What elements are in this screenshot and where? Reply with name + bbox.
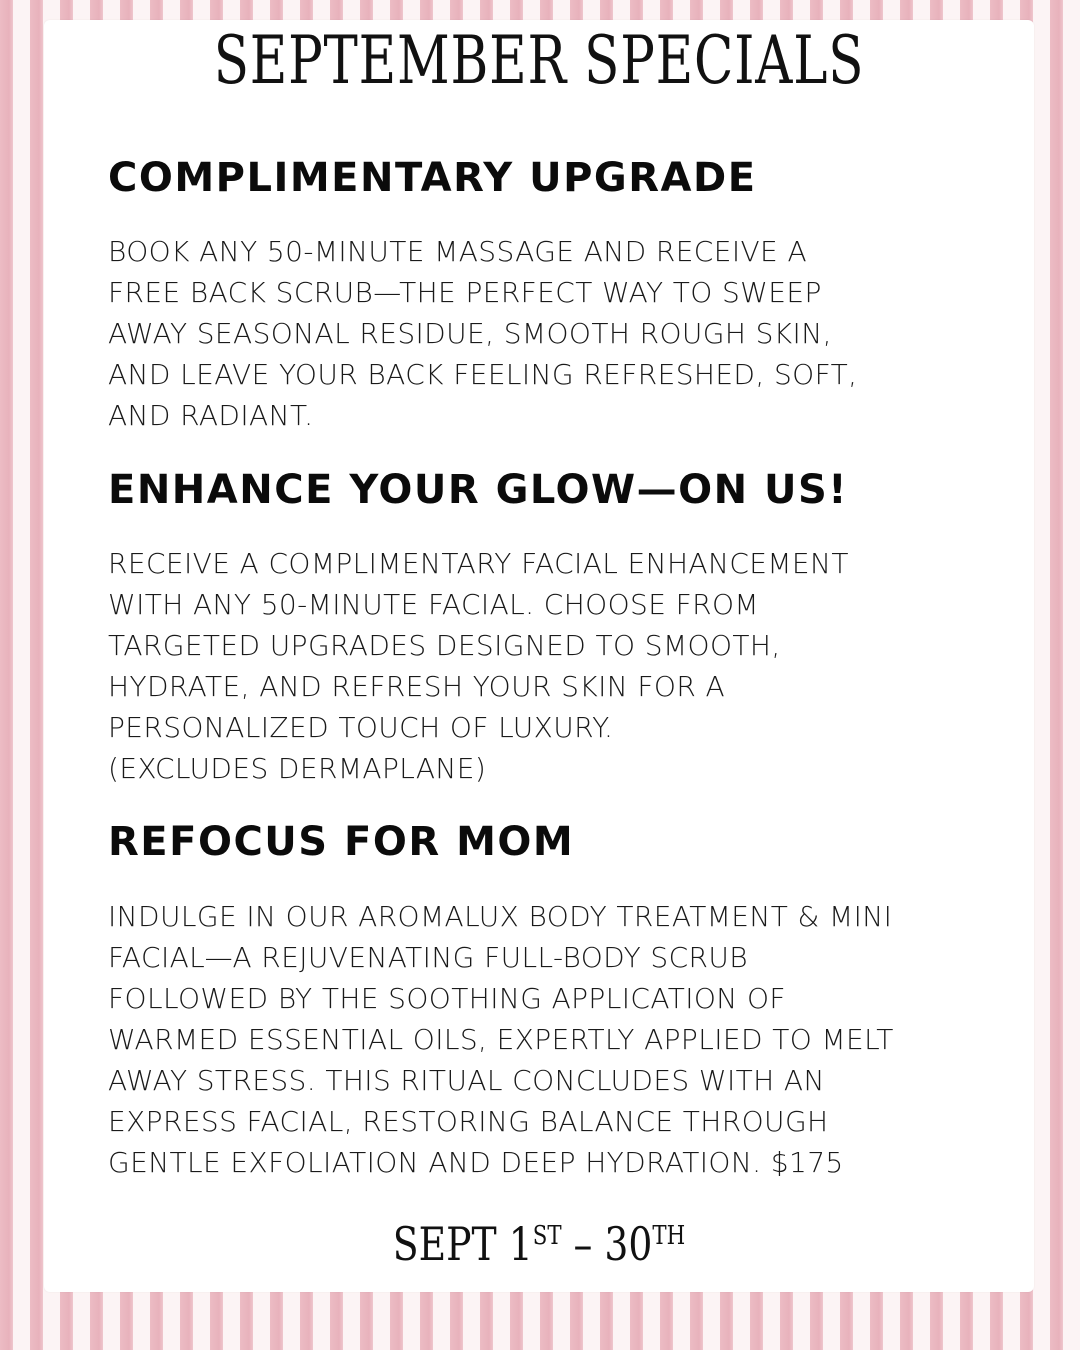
body-line: WARMED ESSENTIAL OILS, EXPERTLY APPLIED TO MELT bbox=[108, 1023, 894, 1056]
body-line: (EXCLUDES DERMAPLANE) bbox=[108, 752, 487, 785]
date-start: SEPT 1 bbox=[392, 1217, 533, 1271]
body-line: FOLLOWED BY THE SOOTHING APPLICATION OF bbox=[108, 982, 786, 1015]
body-line: TARGETED UPGRADES DESIGNED TO SMOOTH, bbox=[108, 629, 781, 662]
section-body-mom bbox=[108, 896, 894, 1183]
body-line: RECEIVE A COMPLIMENTARY FACIAL ENHANCEMENT bbox=[108, 547, 849, 580]
date-end-ordinal: TH bbox=[652, 1221, 686, 1251]
body-line: EXPRESS FACIAL, RESTORING BALANCE THROUGH bbox=[108, 1105, 829, 1138]
page-title: SEPTEMBER SPECIALS bbox=[213, 22, 865, 99]
date-separator: – bbox=[561, 1217, 605, 1271]
section-body-glow bbox=[108, 543, 849, 789]
body-line: BOOK ANY 50-MINUTE MASSAGE AND RECEIVE A bbox=[108, 235, 808, 268]
body-line: AND LEAVE YOUR BACK FEELING REFRESHED, SOFT, bbox=[108, 358, 858, 391]
date-range bbox=[133, 1214, 945, 1274]
body-line: GENTLE EXFOLIATION AND DEEP HYDRATION. $175 bbox=[108, 1146, 844, 1179]
body-line: WITH ANY 50-MINUTE FACIAL. CHOOSE FROM bbox=[108, 588, 759, 621]
date-end: 30 bbox=[604, 1217, 653, 1271]
body-line: AND RADIANT. bbox=[108, 399, 314, 432]
section-heading-upgrade: COMPLIMENTARY UPGRADE bbox=[108, 155, 757, 201]
body-line: FACIAL—A REJUVENATING FULL-BODY SCRUB bbox=[108, 941, 749, 974]
body-line: AWAY STRESS. THIS RITUAL CONCLUDES WITH AN bbox=[108, 1064, 825, 1097]
section-heading-glow: ENHANCE YOUR GLOW—ON US! bbox=[108, 467, 849, 513]
body-line: PERSONALIZED TOUCH OF LUXURY. bbox=[108, 711, 614, 744]
date-start-ordinal: ST bbox=[532, 1221, 562, 1251]
body-line: HYDRATE, AND REFRESH YOUR SKIN FOR A bbox=[108, 670, 726, 703]
body-line: FREE BACK SCRUB—THE PERFECT WAY TO SWEEP bbox=[108, 276, 822, 309]
section-body-upgrade bbox=[108, 231, 857, 436]
body-line: AWAY SEASONAL RESIDUE, SMOOTH ROUGH SKIN, bbox=[108, 317, 832, 350]
section-heading-mom: REFOCUS FOR MOM bbox=[108, 819, 575, 865]
body-line: INDULGE IN OUR AROMALUX BODY TREATMENT & MINI bbox=[108, 900, 893, 933]
